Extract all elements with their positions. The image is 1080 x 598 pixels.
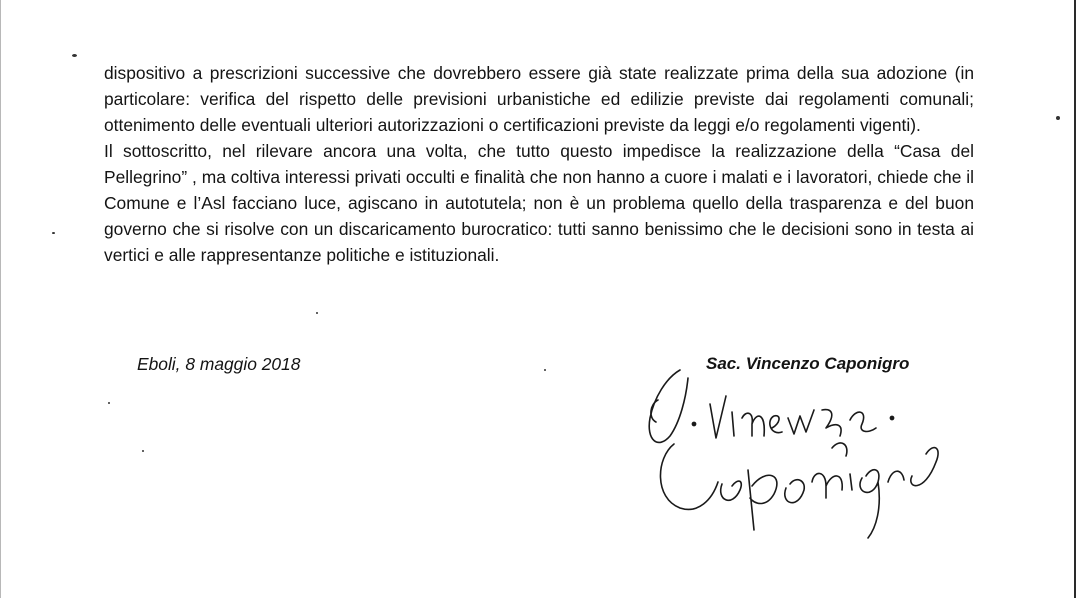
scan-speck [142, 450, 144, 452]
scan-speck [544, 369, 546, 371]
handwritten-signature [636, 358, 966, 564]
scan-edge-right [1074, 0, 1076, 598]
paragraph-prescriptions: dispositivo a prescrizioni successive che dovrebbero essere già state realizzate prima della sua adozione (in particolare: verifica del rispetto delle previsioni urbanistiche ed edilizie previste dai regolamenti comunali; ottenimento delle eventuali ulteriori autorizzazioni o certificazioni previste da leggi e/o regolamenti vigenti). [104, 63, 974, 135]
scan-speck [1056, 116, 1060, 120]
scan-speck [316, 312, 318, 314]
paragraph-request: Il sottoscritto, nel rilevare ancora una volta, che tutto questo impedisce la realizzazione della “Casa del Pellegrino” , ma coltiva interessi privati occulti e finalità che non hanno a cuore i malati e i lavoratori, chiede che il Comune e l’Asl facciano luce, agiscano in autotutela; non è un problema quello della trasparenza e del buon governo che si risolve con un discaricamento burocratico: tutti sanno benissimo che le decisioni sono in testa ai vertici e alle rappresentanze politiche e istituzionali. [104, 141, 974, 265]
scan-edge-left [0, 0, 1, 598]
letter-body [104, 60, 974, 268]
place-and-date: Eboli, 8 maggio 2018 [137, 354, 301, 374]
scan-speck [72, 54, 77, 57]
scan-speck [52, 232, 55, 234]
signer-name: Sac. Vincenzo Caponigro [706, 354, 910, 373]
scan-speck [108, 402, 110, 404]
